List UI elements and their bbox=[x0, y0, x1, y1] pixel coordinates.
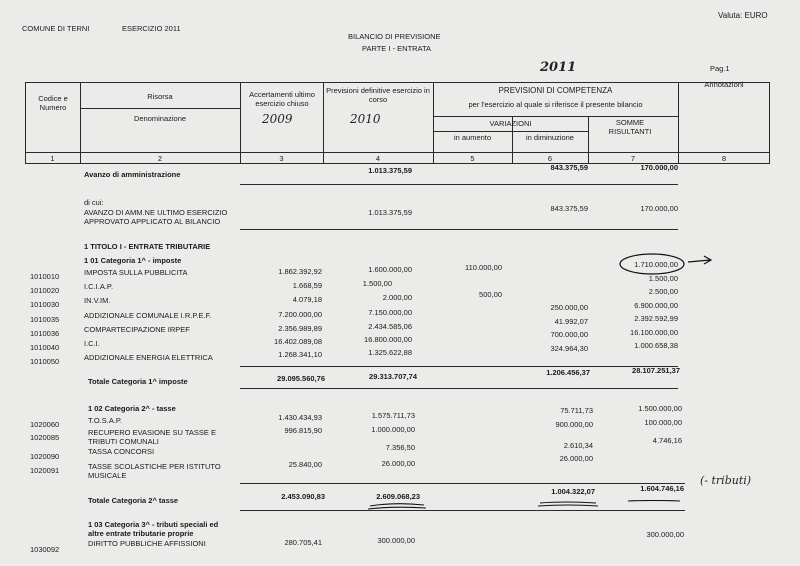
cell-diminuzione: 843.375,59 bbox=[550, 163, 588, 172]
row-code: 1010010 bbox=[30, 272, 60, 281]
cell-accertamenti: 1.668,59 bbox=[292, 281, 322, 290]
cell-somme: 2.500,00 bbox=[648, 287, 678, 296]
cell-somme: 6.900.000,00 bbox=[634, 301, 678, 310]
cell-accertamenti: 1.430.434,93 bbox=[278, 413, 322, 422]
cell-prev-def: 1.600.000,00 bbox=[368, 265, 412, 274]
page-number: Pag.1 bbox=[710, 64, 730, 73]
col-header-variazioni: VARIAZIONI bbox=[489, 119, 532, 128]
cell-prev-def: 2.434.585,06 bbox=[368, 322, 412, 331]
cell-aumento: 500,00 bbox=[479, 290, 502, 299]
cell-prev-def: 1.000.000,00 bbox=[371, 425, 415, 434]
cell-diminuzione: 900.000,00 bbox=[555, 420, 593, 429]
total-prev-def: 2.609.068,23 bbox=[376, 492, 420, 501]
row-label: DIRITTO PUBBLICHE AFFISSIONI bbox=[88, 539, 206, 548]
cell-somme: 2.392.592,99 bbox=[634, 314, 678, 323]
cell-aumento: 110.000,00 bbox=[465, 263, 502, 272]
cell-somme: 170.000,00 bbox=[640, 163, 678, 172]
cell-somme: 170.000,00 bbox=[640, 204, 678, 213]
document-title: BILANCIO DI PREVISIONE bbox=[348, 32, 441, 41]
municipality-name: COMUNE DI TERNI bbox=[22, 24, 90, 33]
row-code: 1010035 bbox=[30, 315, 60, 324]
col-header-previsioni-sub: per l'esercizio al quale si riferisce il presente bilancio bbox=[468, 100, 643, 109]
cell-prev-def: 1.500,00 bbox=[362, 279, 392, 288]
cell-somme: 1.710.000,00 bbox=[634, 260, 678, 269]
category-heading: altre entrate tributarie proprie bbox=[88, 529, 194, 538]
cell-somme: 1.500.000,00 bbox=[638, 404, 682, 413]
row-label: TASSE SCOLASTICHE PER ISTITUTO bbox=[88, 462, 221, 471]
total-somme: 28.107.251,37 bbox=[632, 366, 680, 375]
col-header-accertamenti: Accertamenti ultimo esercizio chiuso bbox=[249, 90, 315, 108]
row-label: Avanzo di amministrazione bbox=[84, 170, 181, 179]
cell-accertamenti: 4.079,18 bbox=[292, 295, 322, 304]
row-label: TRIBUTI COMUNALI bbox=[88, 437, 159, 446]
cell-diminuzione: 843.375,59 bbox=[550, 204, 588, 213]
title-heading: 1 TITOLO I - ENTRATE TRIBUTARIE bbox=[84, 242, 211, 251]
col-header-previsioni-competenza: PREVISIONI DI COMPETENZA bbox=[498, 86, 613, 95]
document-part: PARTE I - ENTRATA bbox=[362, 44, 432, 53]
handwritten-note: (- tributi) bbox=[700, 474, 752, 487]
col-number-7: 7 bbox=[630, 154, 636, 163]
handwritten-2010: 2010 bbox=[350, 112, 381, 126]
total-label: Totale Categoria 1^ imposte bbox=[88, 377, 188, 386]
col-header-in-diminuzione: in diminuzione bbox=[526, 133, 574, 142]
row-label: ADDIZIONALE ENERGIA ELETTRICA bbox=[84, 353, 213, 362]
total-prev-def: 29.313.707,74 bbox=[369, 372, 417, 381]
handwritten-year: 2011 bbox=[540, 60, 577, 75]
cell-prev-def: 16.800.000,00 bbox=[364, 335, 412, 344]
row-code: 1020085 bbox=[30, 433, 60, 442]
cell-accertamenti: 280.705,41 bbox=[284, 538, 322, 547]
cell-prev-def: 26.000,00 bbox=[381, 459, 415, 468]
row-label: AVANZO DI AMM.NE ULTIMO ESERCIZIO bbox=[84, 208, 228, 217]
row-code: 1010036 bbox=[30, 329, 60, 338]
total-accertamenti: 2.453.090,83 bbox=[281, 492, 325, 501]
cell-accertamenti: 2.356.989,89 bbox=[278, 324, 322, 333]
cell-accertamenti: 16.402.089,08 bbox=[274, 337, 322, 346]
currency-label: Valuta: EURO bbox=[718, 11, 768, 20]
cell-prev-def: 2.000,00 bbox=[382, 293, 412, 302]
col-header-somme-risultanti: SOMME RISULTANTI bbox=[608, 118, 652, 136]
row-label: IN.V.IM. bbox=[84, 296, 111, 305]
col-number-6: 6 bbox=[547, 154, 553, 163]
col-header-denominazione: Denominazione bbox=[133, 114, 187, 123]
total-diminuzione: 1.206.456,37 bbox=[546, 368, 590, 377]
cell-prev-def: 7.150.000,00 bbox=[368, 308, 412, 317]
total-accertamenti: 29.095.560,76 bbox=[277, 374, 325, 383]
cell-prev-def: 1.013.375,59 bbox=[368, 208, 412, 217]
cell-prev-def: 7.356,50 bbox=[385, 443, 415, 452]
row-label: di cui: bbox=[84, 198, 104, 207]
cell-accertamenti: 25.840,00 bbox=[288, 460, 322, 469]
row-code: 1020091 bbox=[30, 466, 60, 475]
row-label: MUSICALE bbox=[88, 471, 127, 480]
cell-diminuzione: 700.000,00 bbox=[550, 330, 588, 339]
category-heading: 1 01 Categoria 1^ - imposte bbox=[84, 256, 182, 265]
category-heading: 1 02 Categoria 2^ - tasse bbox=[88, 404, 176, 413]
cell-somme: 1.000.658,38 bbox=[634, 341, 678, 350]
category-heading: 1 03 Categoria 3^ - tributi speciali ed bbox=[88, 520, 219, 529]
row-code: 1010040 bbox=[30, 343, 60, 352]
cell-prev-def: 1.575.711,73 bbox=[371, 411, 415, 420]
cell-somme: 100.000,00 bbox=[644, 418, 682, 427]
row-code: 1030092 bbox=[30, 545, 60, 554]
fiscal-year: ESERCIZIO 2011 bbox=[122, 24, 181, 33]
row-label: T.O.S.A.P. bbox=[88, 416, 123, 425]
row-label: TASSA CONCORSI bbox=[88, 447, 155, 456]
cell-prev-def: 300.000,00 bbox=[377, 536, 415, 545]
col-header-previsioni-definitive: Previsioni definitive esercizio in corso bbox=[326, 86, 430, 104]
col-number-4: 4 bbox=[375, 154, 381, 163]
cell-diminuzione: 2.610,34 bbox=[563, 441, 593, 450]
col-number-5: 5 bbox=[470, 154, 475, 163]
row-code: 1020060 bbox=[30, 420, 60, 429]
cell-somme: 4.746,16 bbox=[652, 436, 682, 445]
cell-accertamenti: 1.862.392,92 bbox=[278, 267, 322, 276]
cell-diminuzione: 250.000,00 bbox=[550, 303, 588, 312]
col-header-codice: Codice e Numero bbox=[38, 94, 68, 112]
cell-diminuzione: 324.964,30 bbox=[550, 344, 588, 353]
cell-diminuzione: 41.992,07 bbox=[554, 317, 588, 326]
row-label: ADDIZIONALE COMUNALE I.R.P.E.F. bbox=[84, 311, 212, 320]
col-header-risorsa: Risorsa bbox=[147, 92, 173, 101]
cell-prev-def: 1.325.622,88 bbox=[368, 348, 412, 357]
row-label: I.C.I. bbox=[84, 339, 100, 348]
cell-accertamenti: 996.815,90 bbox=[284, 426, 322, 435]
col-header-annotazioni: Annotazioni bbox=[704, 80, 744, 89]
cell-somme: 1.500,00 bbox=[648, 274, 678, 283]
total-diminuzione: 1.004.322,07 bbox=[551, 487, 595, 496]
row-label: APPROVATO APPLICATO AL BILANCIO bbox=[84, 217, 221, 226]
col-number-8: 8 bbox=[721, 154, 727, 163]
row-code: 1010030 bbox=[30, 300, 60, 309]
row-label: I.C.I.A.P. bbox=[84, 282, 114, 291]
cell-accertamenti: 1.268.341,10 bbox=[278, 350, 322, 359]
cell-diminuzione: 26.000,00 bbox=[559, 454, 593, 463]
row-label: IMPOSTA SULLA PUBBLICITA bbox=[84, 268, 188, 277]
row-label: RECUPERO EVASIONE SU TASSE E bbox=[88, 428, 216, 437]
row-code: 1010020 bbox=[30, 286, 60, 295]
cell-diminuzione: 75.711,73 bbox=[560, 406, 593, 415]
row-code: 1020090 bbox=[30, 452, 60, 461]
col-number-1: 1 bbox=[50, 154, 55, 163]
cell-somme: 16.100.000,00 bbox=[630, 328, 678, 337]
cell-prev-def: 1.013.375,59 bbox=[368, 166, 412, 175]
handwritten-2009: 2009 bbox=[262, 112, 293, 126]
handwritten-circle-annotation bbox=[618, 250, 714, 276]
col-number-2: 2 bbox=[157, 154, 163, 163]
total-label: Totale Categoria 2^ tasse bbox=[88, 496, 179, 505]
row-label: COMPARTECIPAZIONE IRPEF bbox=[84, 325, 190, 334]
row-code: 1010050 bbox=[30, 357, 60, 366]
total-somme: 1.604.746,16 bbox=[640, 484, 684, 493]
col-header-in-aumento: in aumento bbox=[453, 133, 492, 142]
cell-somme: 300.000,00 bbox=[646, 530, 684, 539]
cell-accertamenti: 7.200.000,00 bbox=[278, 310, 322, 319]
col-number-3: 3 bbox=[279, 154, 284, 163]
